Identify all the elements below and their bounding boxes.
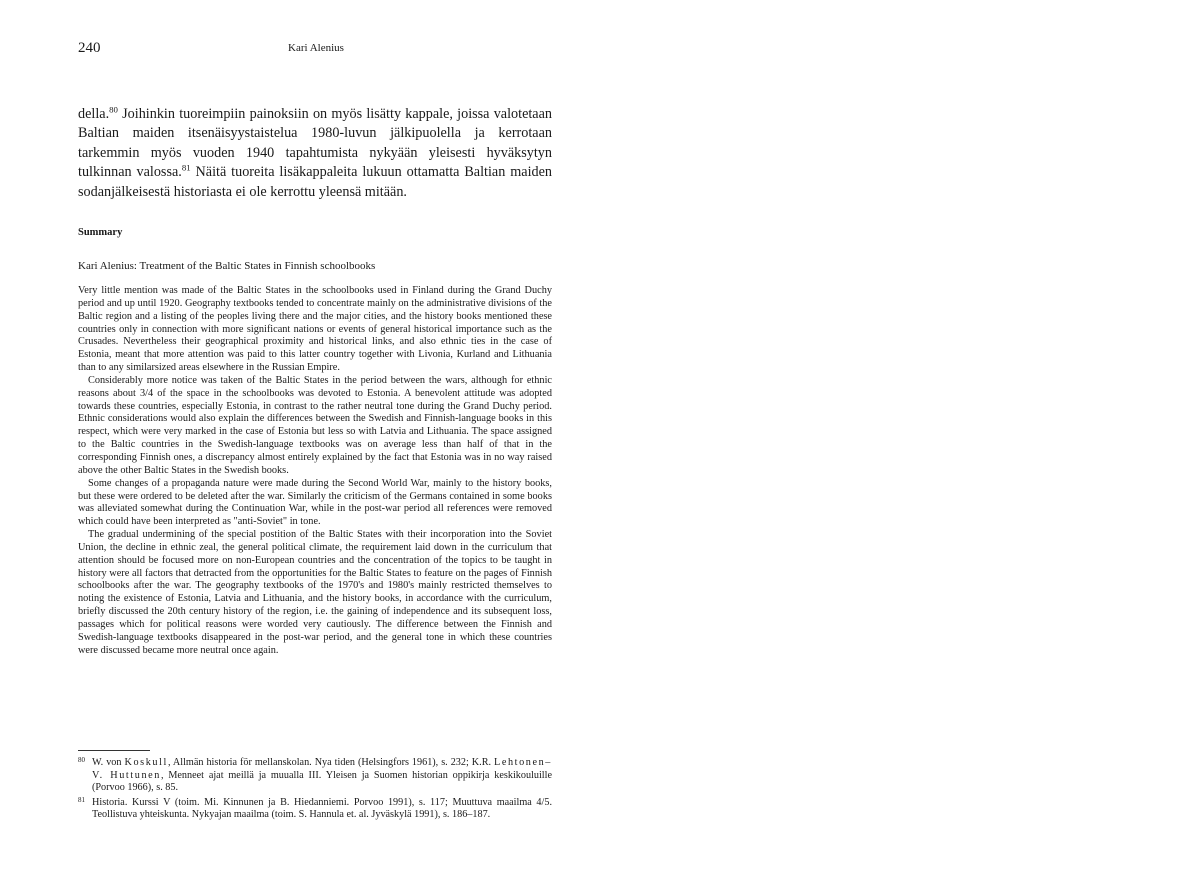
summary-subtitle: Kari Alenius: Treatment of the Baltic States in Finnish schoolbooks xyxy=(78,260,376,272)
author-name: Lehtonen–V. Huttunen xyxy=(92,757,552,781)
footnote-ref-80[interactable]: 80 xyxy=(109,104,118,115)
footnote-text: W. von xyxy=(92,757,125,768)
page-number: 240 xyxy=(78,40,101,56)
summary-paragraph: Considerably more notice was taken of the Baltic States in the period between the wars, although for ethnic reasons about 3/4 of the space in the schoolbooks was devoted to Estonia. A benevolent attitude was adopted towards these countries, especially Estonia, in contrast to the rather neutral tone during the Grand Duchy period. Ethnic considerations would also explain the differences between the Swedish and Finnish-language books in this respect, which were very marked in the case of Estonia but less so with Latvia and Lithuania. The space assigned to the Baltic countries in the Swedish-language textbooks was on average less than half of that in the corresponding Finnish ones, a discrepancy almost entirely explained by the fact that Estonia was in no way raised above the other Baltic States in the Swedish books. xyxy=(78,374,552,476)
footnotes xyxy=(78,757,552,824)
footnote-mark: 80 xyxy=(78,756,85,764)
lead-text-3: Näitä tuoreita lisäkappaleita lukuun ottamatta Baltian maiden sodanjälkeisestä historiasta ei ole kerrottu yleensä mitään. xyxy=(78,164,552,200)
summary-heading: Summary xyxy=(78,227,123,238)
footnote-81 xyxy=(78,797,552,822)
footnote-mark: 81 xyxy=(78,795,85,804)
footnote-ref-81[interactable]: 81 xyxy=(181,162,191,173)
summary-paragraph: Some changes of a propaganda nature were made during the Second World War, mainly to the history books, but these were ordered to be deleted after the war. Similarly the criticism of the Germans contained in some books was alleviated somewhat during the Continuation War, while in the post-war period all references were removed which could have been interpreted as "anti-Soviet" in tone. xyxy=(78,477,552,528)
book-page xyxy=(78,0,552,872)
summary-paragraph: Very little mention was made of the Baltic States in the schoolbooks used in Finland during the Grand Duchy period and up until 1920. Geography textbooks tended to concentrate mainly on the administrative divisions of the Baltic region and a listing of the peoples living there and the major cities, and the history books mentioned these countries only in connection with more significant nations or events of general historical importance such as the Crusades. Nevertheless their geographical proximity and historical links, and also ethnic ties in the case of Estonia, meant that more attention was paid to this latter country together with Livonia, Kurland and Lithuania than to any similarsized areas elsewhere in the Russian Empire. xyxy=(78,285,552,374)
footnote-80 xyxy=(78,757,552,795)
footnote-text: , Menneet ajat meillä ja muualla III. Yleisen ja Suomen historian oppikirja keskikouluille (Porvoo 1966), s. 85. xyxy=(92,769,552,794)
footnote-divider xyxy=(78,750,150,751)
lead-text-1: della. xyxy=(78,106,110,122)
page-header xyxy=(78,40,552,60)
summary-paragraph: The gradual undermining of the special postition of the Baltic States with their incorporation into the Soviet Union, the decline in ethnic zeal, the general political climate, the requirement laid down in the curriculum that attention should be focused more on non-European countries and the concentration of the topics to be taught in history were all factors that detracted from the opportunities for the Baltic States to feature on the pages of Finnish schoolbooks after the war. The geography textbooks of the 1970's and 1980's mainly restricted themselves to noting the existence of Estonia, Latvia and Lithuania, and the history books, in accordance with the curriculum, briefly discussed the 20th century history of the region, i.e. the gaining of independence and its subsequent loss, passages which for political reasons were worded very cautiously. The difference between the Finnish and Swedish-language textbooks disappeared in the post-war period, and the general tone in which these countries were discussed became more neutral once again. xyxy=(78,529,552,656)
footnote-text: Historia. Kurssi V (toim. Mi. Kinnunen ja B. Hiedanniemi. Porvoo 1991), s. 117; Muuttuva maailma 4/5. Teollistuva yhteiskunta. Nykyajan maailma (toim. S. Hannula et. al. Jyväskylä 1991), s. 186–187. xyxy=(92,796,552,821)
footnote-text: , Allmän historia för mellanskolan. Nya tiden (Helsingfors 1961), s. 232; K.R. xyxy=(167,757,495,768)
author-name: Koskull xyxy=(124,757,168,768)
lead-text-2: Joihinkin tuoreimpiin painoksiin on myös lisätty kappale, joissa valotetaan Baltian maiden itsenäisyystaistelua 1980-luvun jälkipuolella ja kerrotaan tarkemmin myös vuoden 1940 tapahtumista nykyään yleisesti hyväksytyn tulkinnan valossa. xyxy=(78,106,552,181)
running-head: Kari Alenius xyxy=(288,42,344,54)
summary-body xyxy=(78,285,552,657)
lead-paragraph xyxy=(78,105,552,202)
